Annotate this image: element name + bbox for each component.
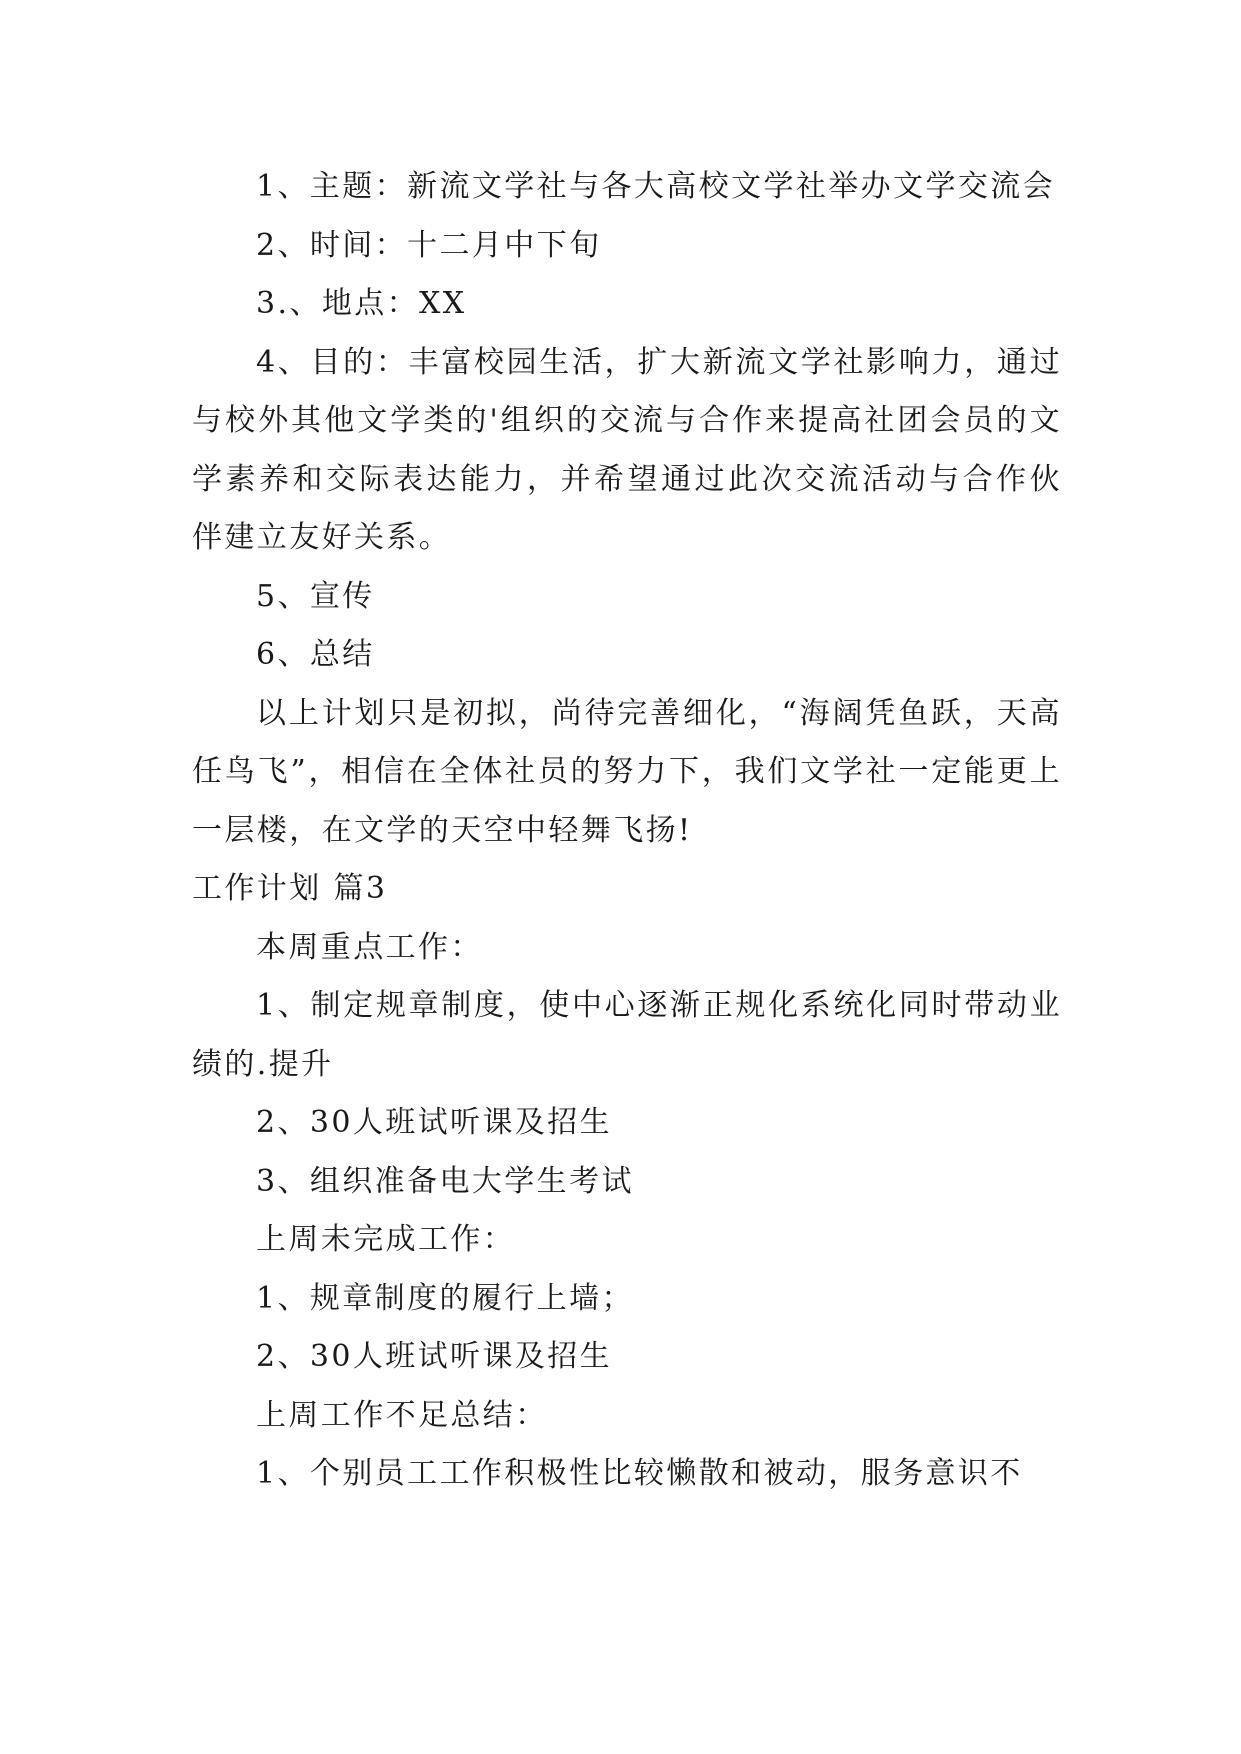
document-body bbox=[192, 158, 1062, 1504]
section-heading: 工作计划 篇3 bbox=[192, 871, 388, 906]
paragraph-unfinished-1: 1、规章制度的履行上墙； bbox=[256, 1280, 634, 1316]
paragraph-topic: 1、主题：新流文学社与各大高校文学社举办文学交流会 bbox=[256, 169, 1056, 204]
paragraph-week-focus-1: 1、制定规章制度，使中心逐渐正规化系统化同时带动业绩的.提升 bbox=[192, 988, 1062, 1082]
paragraph-shortcomings-heading: 上周工作不足总结： bbox=[256, 1397, 548, 1433]
paragraph-shortcomings-1: 1、个别员工工作积极性比较懒散和被动，服务意识不 bbox=[256, 1456, 1023, 1491]
paragraph-time: 2、时间：十二月中下旬 bbox=[256, 227, 602, 263]
paragraph-closing: 以上计划只是初拟，尚待完善细化，“海阔凭鱼跃，天高任鸟飞”，相信在全体社员的努力下，我们文学社一定能更上一层楼，在文学的天空中轻舞飞扬! bbox=[192, 695, 1062, 848]
paragraph-publicity: 5、宣传 bbox=[256, 578, 375, 614]
paragraph-week-focus-2: 2、30人班试听课及招生 bbox=[256, 1105, 613, 1140]
paragraph-unfinished-heading: 上周未完成工作： bbox=[256, 1222, 516, 1257]
paragraph-summary: 6、总结 bbox=[256, 637, 375, 672]
paragraph-week-focus-heading: 本周重点工作： bbox=[256, 929, 483, 965]
paragraph-week-focus-3: 3、组织准备电大学生考试 bbox=[256, 1163, 634, 1199]
paragraph-unfinished-2: 2、30人班试听课及招生 bbox=[256, 1339, 613, 1374]
paragraph-location: 3.、地点：XX bbox=[256, 286, 467, 321]
paragraph-purpose: 4、目的：丰富校园生活，扩大新流文学社影响力，通过与校外其他文学类的'组织的交流与合作来提高社团会员的文学素养和交际表达能力，并希望通过此次交流活动与合作伙伴建立友好关系。 bbox=[192, 344, 1062, 555]
